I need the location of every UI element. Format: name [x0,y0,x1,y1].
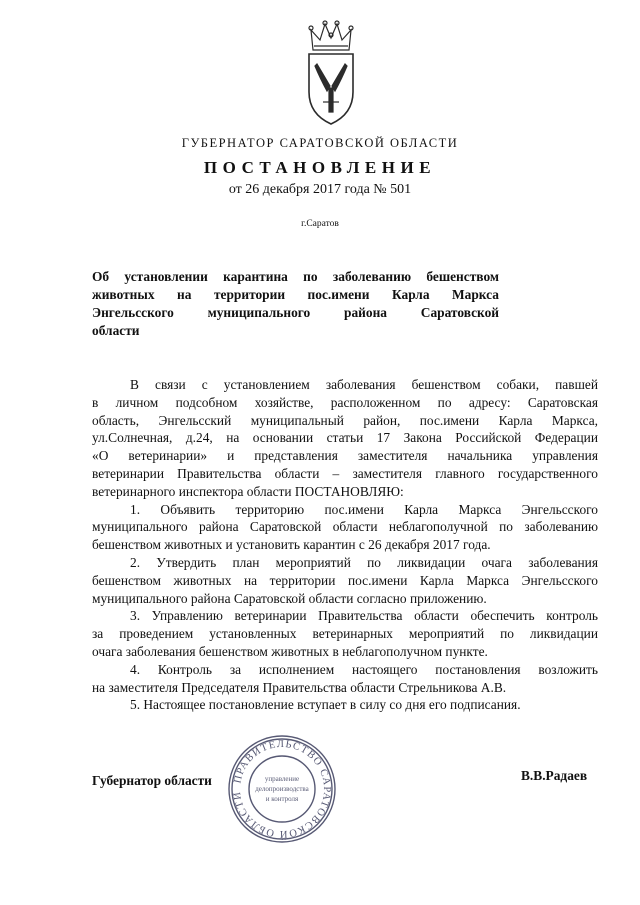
document-date-number: от 26 декабря 2017 года № 501 [228,182,412,197]
subject-line: животных на территории пос.имени Карла Маркса [92,287,499,302]
preamble-line: ветеринарного инспектора области ПОСТАНОВЛЯЮ: [92,483,404,499]
item-2-line: 2. Утвердить план мероприятий по ликвидации очага заболевания [130,554,598,570]
svg-text:делопроизводства: делопроизводства [255,785,309,793]
item-5-line: 5. Настоящее постановление вступает в силу со дня его подписания. [130,697,521,713]
svg-text:и контроля: и контроля [265,795,299,803]
preamble-line: ул.Солнечная, д.24, на основании статьи 17 Закона Российской Федерации [92,430,598,446]
item-1-line: муниципального района Саратовской области неблагополучной по заболеванию [92,519,598,535]
item-3-line: 3. Управлению ветеринарии Правительства области обеспечить контроль [130,608,598,624]
coat-of-arms-emblem [303,20,359,126]
subject-line: Энгельсского муниципального района Саратовской [92,305,499,320]
preamble-line: «О ветеринарии» и представления заместителя начальника управления [92,448,598,464]
item-2-line: муниципального района Саратовской области согласно приложению. [92,590,487,606]
authority-title: ГУБЕРНАТОР САРАТОВСКОЙ ОБЛАСТИ [181,136,459,150]
item-4-line: на заместителя Председателя Правительства области Стрельникова А.В. [92,679,507,695]
preamble-line: В связи с установлением заболевания бешенством собаки, павшей [130,377,598,392]
item-1-line: 1. Объявить территорию пос.имени Карла Маркса Энгельсского [130,501,598,517]
preamble-line: ветеринарии Правительства области – заместителя главного государственного [92,465,598,481]
item-2-line: бешенством животных на территории пос.имени Карла Маркса Энгельсского [92,572,598,588]
preamble-line: область, Энгельсский муниципальный район, пос.имени Карла Маркса, [92,412,598,428]
document-type: ПОСТАНОВЛЕНИЕ [203,158,437,177]
document-subject [92,268,499,340]
item-3-line: очага заболевания бешенством животных в неблагополучном пункте. [92,643,488,659]
item-3-line: за проведением установленных ветеринарных мероприятий по ликвидации [92,626,598,642]
svg-text:ПРАВИТЕЛЬСТВО САРАТОВСКОЙ ОБЛА: ПРАВИТЕЛЬСТВО САРАТОВСКОЙ ОБЛАСТИ [231,738,333,840]
preamble-line: в личном подсобном хозяйстве, расположенном по адресу: Саратовская [92,394,598,410]
document-city: г.Саратов [301,219,339,229]
signatory-position: Губернатор области [92,773,212,788]
subject-line: области [92,323,140,338]
document-body [92,376,598,714]
subject-line: Об установлении карантина по заболеванию бешенством [92,269,499,284]
item-4-line: 4. Контроль за исполнением настоящего постановления возложить [130,661,598,677]
item-1-line: бешенством животных и установить карантин с 26 декабря 2017 года. [92,537,491,553]
svg-text:управление: управление [264,775,300,783]
signatory-name: В.В.Радаев [521,768,588,783]
official-seal-stamp [226,733,338,845]
